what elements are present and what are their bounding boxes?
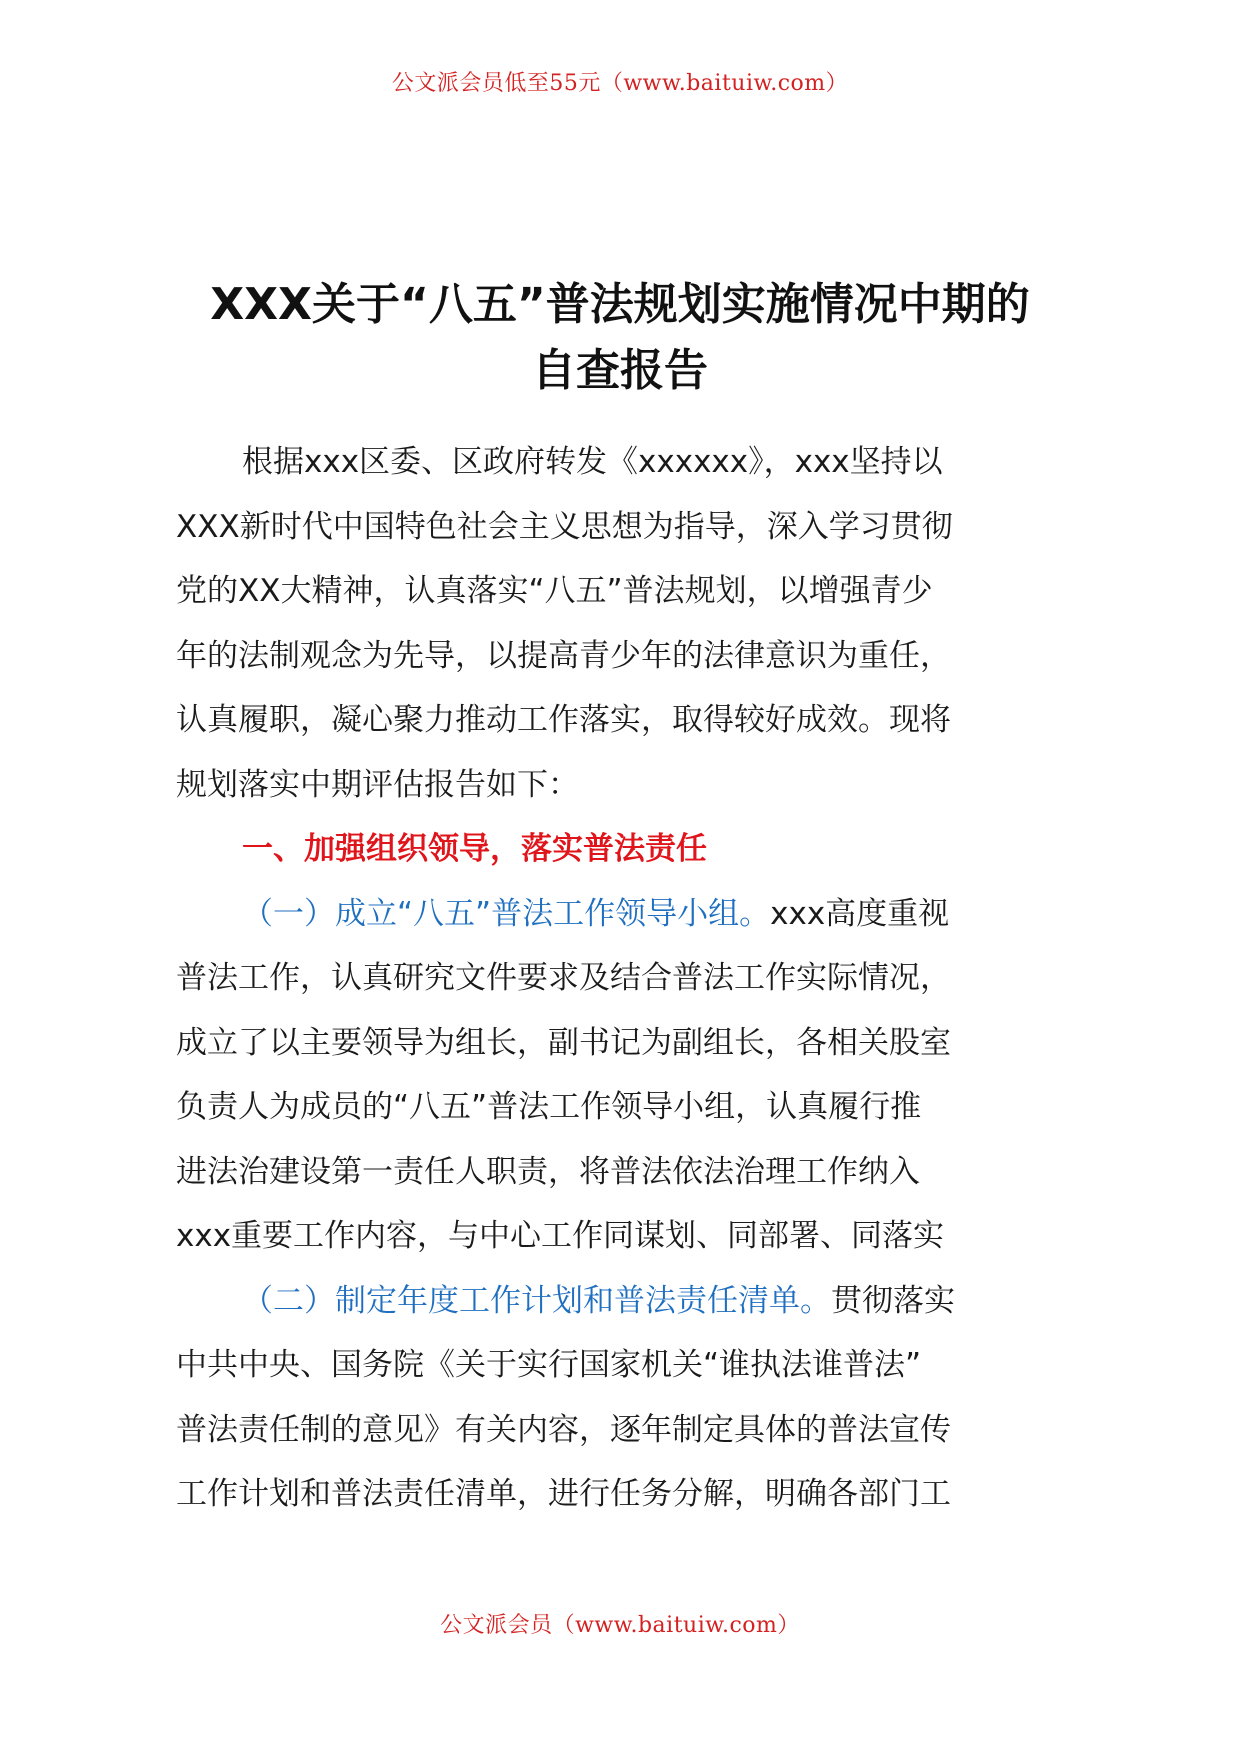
subsection-heading: （二）制定年度工作计划和普法责任清单。 (242, 1282, 831, 1319)
title-line-2: 自查报告 (532, 345, 708, 396)
document-body (176, 430, 1116, 1527)
subsection-heading: （一）成立“八五”普法工作领导小组。 (242, 895, 771, 932)
intro-paragraph (176, 430, 1116, 817)
paragraph-line: xxx重要工作内容，与中心工作同谋划、同部署、同落实 (176, 1218, 945, 1254)
title-line-1: XXX关于“八五”普法规划实施情况中期的 (210, 279, 1030, 330)
paragraph-line: 工作计划和普法责任清单，进行任务分解，明确各部门工 (176, 1476, 951, 1512)
paragraph-text: xxx高度重视 (770, 895, 950, 932)
footer-watermark: 公文派会员（www.baituiw.com） (440, 1613, 800, 1638)
paragraph-line: 党的XX大精神，认真落实“八五”普法规划，以增强青少 (176, 573, 933, 609)
paragraph-line: 成立了以主要领导为组长，副书记为副组长，各相关股室 (176, 1024, 951, 1061)
paragraph-line: 负责人为成员的“八五”普法工作领导小组，认真履行推 (176, 1089, 922, 1125)
paragraph-line: 普法工作，认真研究文件要求及结合普法工作实际情况， (176, 960, 951, 996)
paragraph-line: 中共中央、国务院《关于实行国家机关“谁执法谁普法” (176, 1347, 922, 1383)
paragraph-line: 普法责任制的意见》有关内容，逐年制定具体的普法宣传 (176, 1411, 951, 1448)
section-heading: 一、加强组织领导，落实普法责任 (242, 831, 707, 867)
paragraph-line: 进法治建设第一责任人职责，将普法依法治理工作纳入 (176, 1153, 920, 1190)
paragraph-line: 年的法制观念为先导，以提高青少年的法律意识为重任， (176, 637, 951, 674)
paragraph-line: 规划落实中期评估报告如下： (176, 766, 579, 803)
paragraph-text: 贯彻落实 (831, 1282, 955, 1319)
header-watermark: 公文派会员低至55元（www.baituiw.com） (391, 71, 849, 96)
subsection-1 (176, 882, 1116, 1269)
paragraph-line (176, 1269, 1116, 1334)
subsection-2 (176, 1269, 1116, 1527)
paragraph-line (176, 882, 1116, 947)
paragraph-line: XXX新时代中国特色社会主义思想为指导，深入学习贯彻 (176, 508, 953, 545)
paragraph-line: 认真履职，凝心聚力推动工作落实，取得较好成效。现将 (176, 702, 951, 738)
paragraph-line: 根据xxx区委、区政府转发《xxxxxx》，xxx坚持以 (242, 444, 943, 480)
document-title (140, 272, 1100, 404)
